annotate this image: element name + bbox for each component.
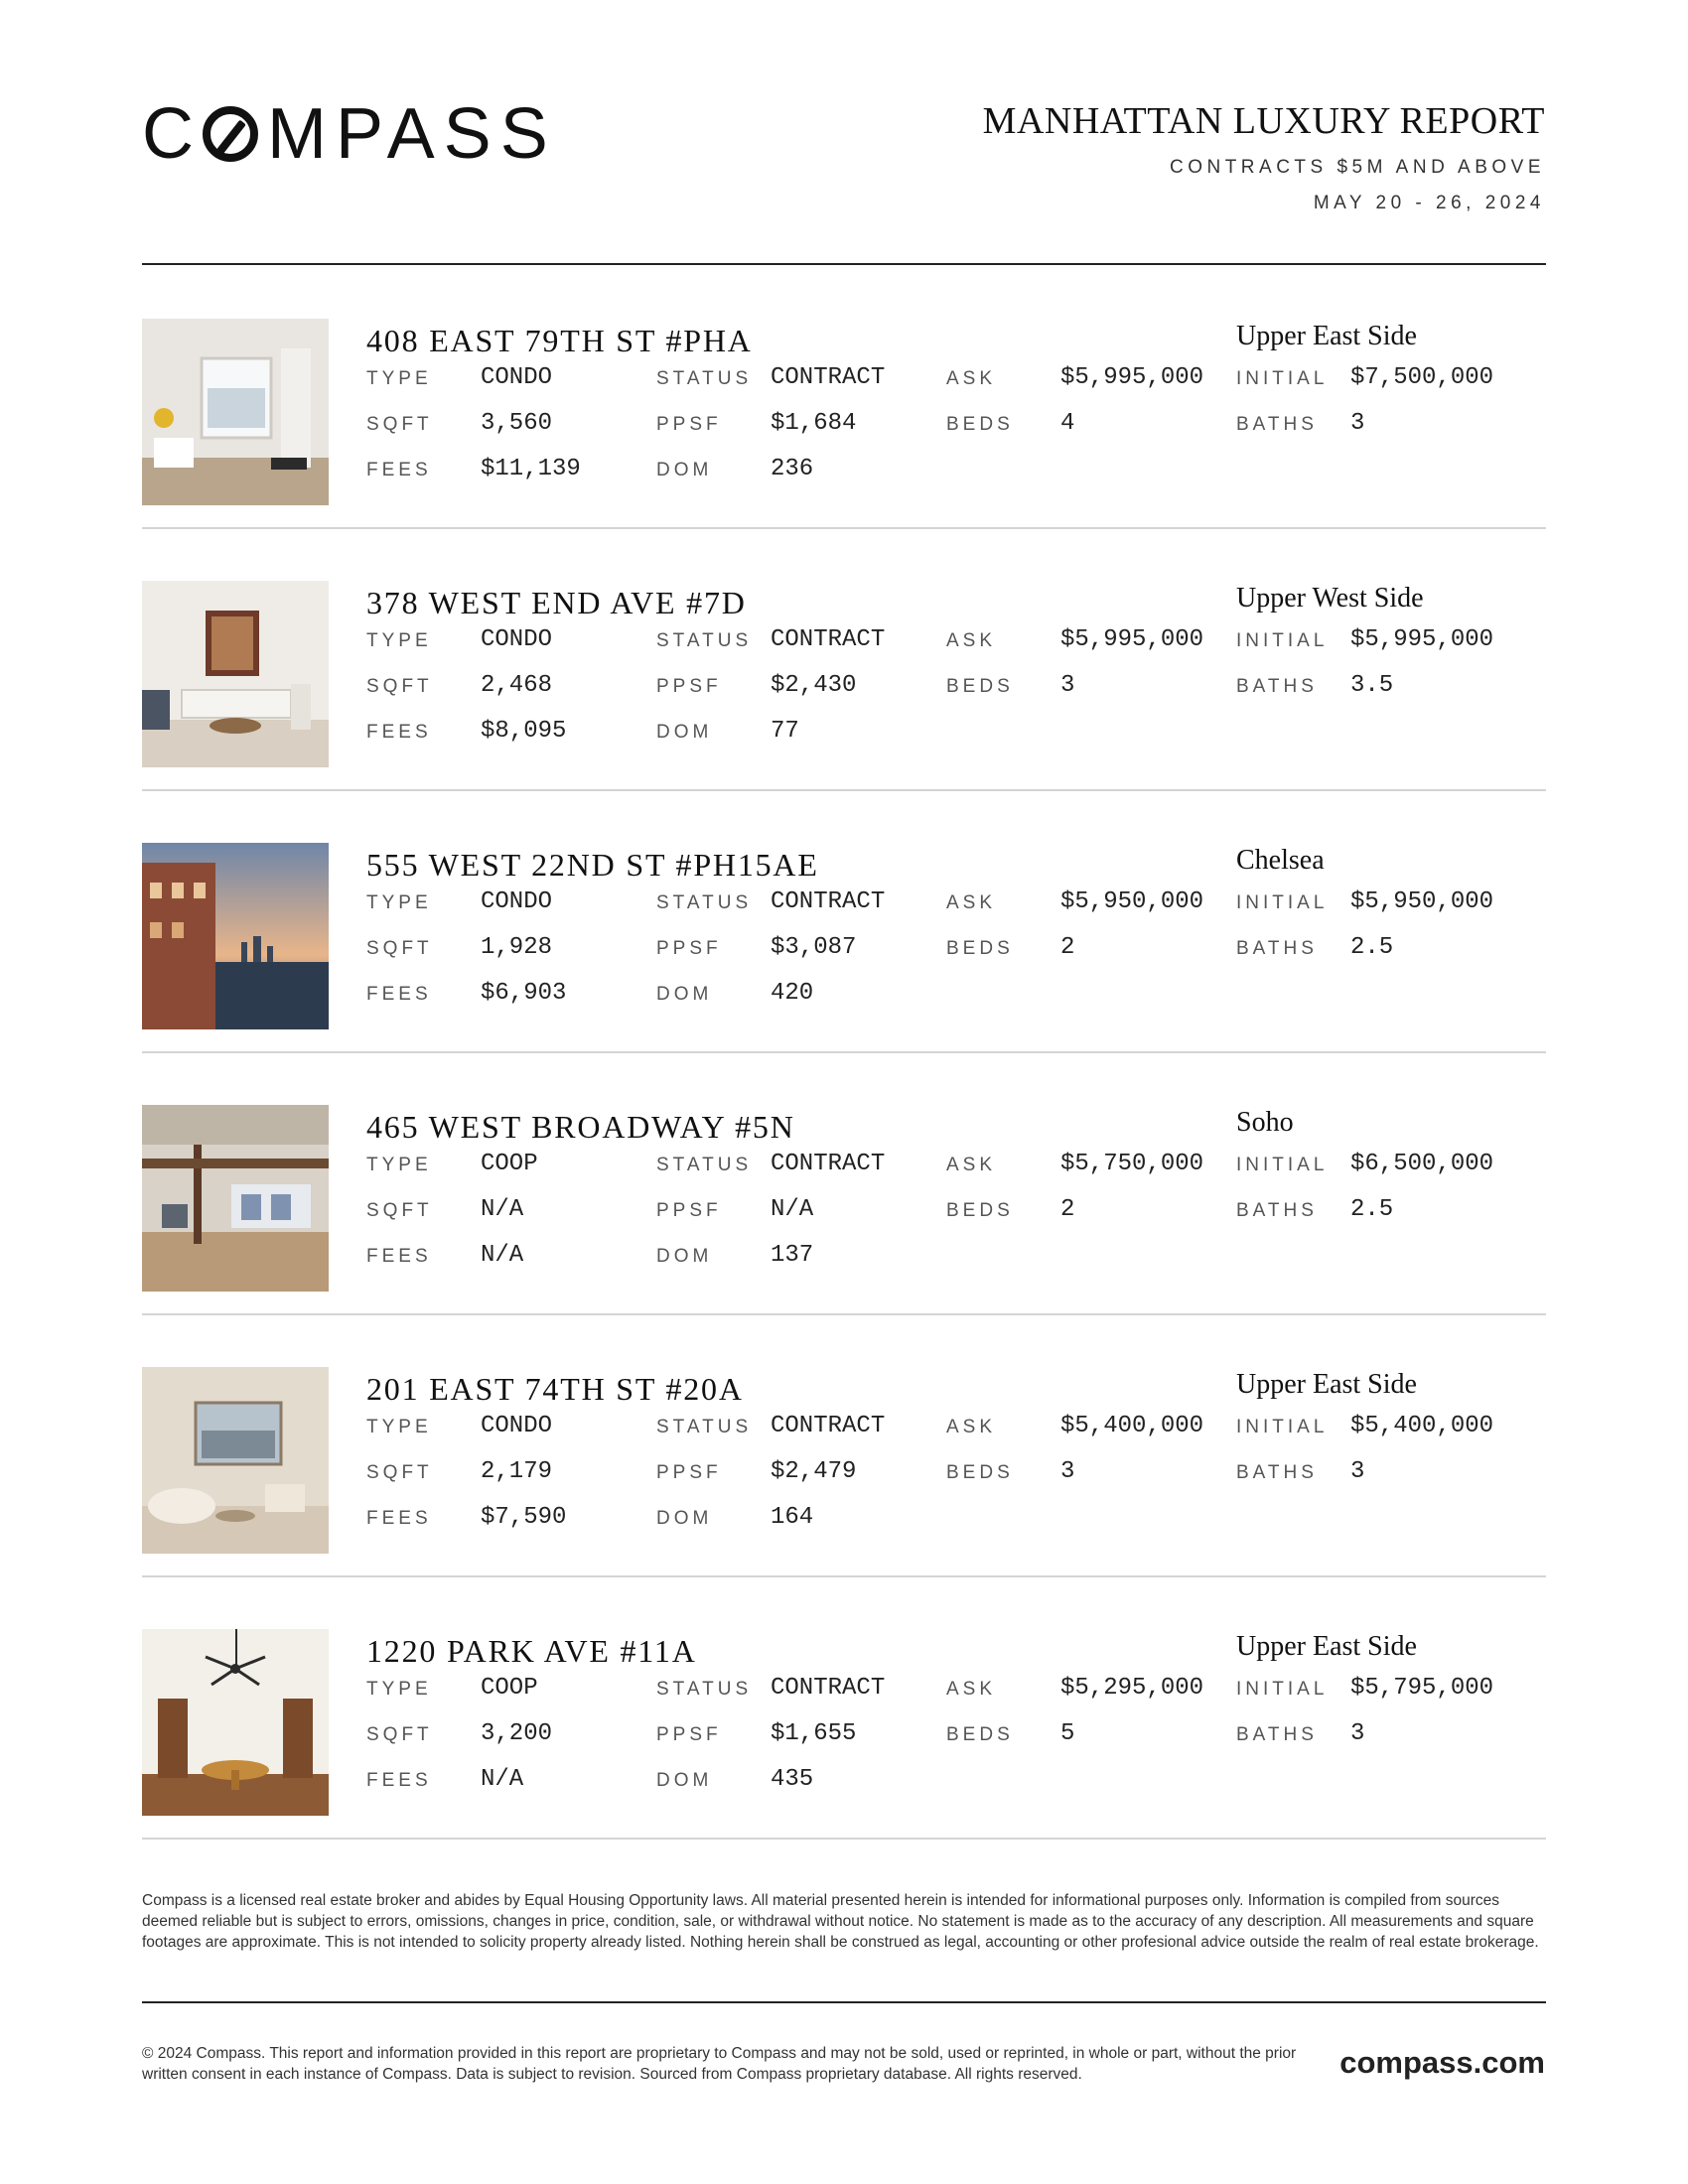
initial-label: INITIAL (1236, 1679, 1329, 1700)
header-divider (142, 263, 1546, 265)
ppsf-value: N/A (771, 1196, 814, 1223)
report-title: MANHATTAN LUXURY REPORT (982, 100, 1545, 142)
status-value: CONTRACT (771, 1675, 886, 1702)
fees-label: FEES (366, 1508, 432, 1529)
fees-label: FEES (366, 460, 432, 480)
listing-neighborhood: Upper East Side (1236, 321, 1417, 351)
dom-label: DOM (656, 1246, 713, 1267)
beds-label: BEDS (946, 676, 1014, 697)
dom-value: 77 (771, 718, 799, 745)
status-label: STATUS (656, 630, 753, 651)
ask-label: ASK (946, 630, 997, 651)
dom-value: 236 (771, 456, 814, 482)
baths-label: BATHS (1236, 938, 1318, 959)
ppsf-label: PPSF (656, 1200, 722, 1221)
baths-value: 3 (1350, 1720, 1365, 1747)
fees-label: FEES (366, 1770, 432, 1791)
ask-label: ASK (946, 1155, 997, 1175)
beds-value: 2 (1060, 934, 1075, 961)
listing-neighborhood: Soho (1236, 1107, 1294, 1138)
copyright-text: © 2024 Compass. This report and information provided in this report are proprietary to Compass and may not be sold, used or reprinted, in whole or part, without the prior written consent in each instance of Compass. Data is subject to revision. Sourced from Compass proprietary database. All rights reserved. (142, 2045, 1297, 2083)
ppsf-label: PPSF (656, 1724, 722, 1745)
ppsf-value: $2,430 (771, 672, 857, 699)
ppsf-value: $2,479 (771, 1458, 857, 1485)
beds-label: BEDS (946, 1462, 1014, 1483)
beds-value: 5 (1060, 1720, 1075, 1747)
beds-value: 3 (1060, 1458, 1075, 1485)
baths-value: 2.5 (1350, 1196, 1394, 1223)
dom-label: DOM (656, 460, 713, 480)
ppsf-label: PPSF (656, 1462, 722, 1483)
initial-value: $5,795,000 (1350, 1675, 1494, 1702)
beds-label: BEDS (946, 414, 1014, 435)
status-label: STATUS (656, 892, 753, 913)
initial-label: INITIAL (1236, 630, 1329, 651)
sqft-value: 2,179 (481, 1458, 553, 1485)
type-label: TYPE (366, 892, 432, 913)
beds-label: BEDS (946, 938, 1014, 959)
status-label: STATUS (656, 1417, 753, 1437)
ppsf-value: $3,087 (771, 934, 857, 961)
listing-row[interactable] (142, 791, 1546, 1053)
compass-logo (142, 94, 569, 174)
fees-value: $8,095 (481, 718, 567, 745)
baths-label: BATHS (1236, 414, 1318, 435)
baths-label: BATHS (1236, 1200, 1318, 1221)
baths-label: BATHS (1236, 1724, 1318, 1745)
type-label: TYPE (366, 368, 432, 389)
initial-label: INITIAL (1236, 368, 1329, 389)
ppsf-value: $1,655 (771, 1720, 857, 1747)
listing-row[interactable] (142, 1053, 1546, 1315)
type-value: CONDO (481, 888, 553, 915)
report-date-range: MAY 20 - 26, 2024 (1313, 193, 1545, 213)
type-value: COOP (481, 1151, 538, 1177)
initial-value: $7,500,000 (1350, 364, 1494, 391)
status-label: STATUS (656, 368, 753, 389)
beds-label: BEDS (946, 1200, 1014, 1221)
sqft-value: N/A (481, 1196, 524, 1223)
listing-photo[interactable] (142, 1367, 329, 1554)
baths-value: 2.5 (1350, 934, 1394, 961)
fees-value: $6,903 (481, 980, 567, 1007)
listing-row[interactable] (142, 1315, 1546, 1577)
beds-value: 3 (1060, 672, 1075, 699)
fees-value: N/A (481, 1766, 524, 1793)
ask-label: ASK (946, 892, 997, 913)
fees-value: N/A (481, 1242, 524, 1269)
fees-value: $7,590 (481, 1504, 567, 1531)
logo-letters-rest: MPASS (267, 94, 557, 174)
ppsf-value: $1,684 (771, 410, 857, 437)
baths-value: 3 (1350, 1458, 1365, 1485)
ask-value: $5,400,000 (1060, 1413, 1204, 1439)
initial-value: $5,950,000 (1350, 888, 1494, 915)
dom-label: DOM (656, 984, 713, 1005)
status-value: CONTRACT (771, 364, 886, 391)
initial-label: INITIAL (1236, 1155, 1329, 1175)
dom-label: DOM (656, 722, 713, 743)
initial-label: INITIAL (1236, 892, 1329, 913)
footer-divider (142, 2001, 1546, 2003)
listing-address[interactable]: 1220 PARK AVE #11A (366, 1633, 697, 1669)
ppsf-label: PPSF (656, 414, 722, 435)
initial-value: $6,500,000 (1350, 1151, 1494, 1177)
sqft-label: SQFT (366, 414, 433, 435)
ask-value: $5,995,000 (1060, 364, 1204, 391)
sqft-label: SQFT (366, 1200, 433, 1221)
compass-o-mark-icon (203, 106, 258, 162)
dom-value: 420 (771, 980, 814, 1007)
sqft-label: SQFT (366, 676, 433, 697)
sqft-value: 2,468 (481, 672, 553, 699)
beds-label: BEDS (946, 1724, 1014, 1745)
sqft-value: 3,200 (481, 1720, 553, 1747)
sqft-label: SQFT (366, 1462, 433, 1483)
listing-address[interactable]: 201 EAST 74TH ST #20A (366, 1371, 744, 1407)
ppsf-label: PPSF (656, 938, 722, 959)
listing-address[interactable]: 465 WEST BROADWAY #5N (366, 1109, 795, 1145)
ask-value: $5,750,000 (1060, 1151, 1204, 1177)
listing-address[interactable]: 555 WEST 22ND ST #PH15AE (366, 847, 819, 883)
status-label: STATUS (656, 1155, 753, 1175)
fees-label: FEES (366, 1246, 432, 1267)
baths-label: BATHS (1236, 1462, 1318, 1483)
baths-label: BATHS (1236, 676, 1318, 697)
type-label: TYPE (366, 1679, 432, 1700)
initial-label: INITIAL (1236, 1417, 1329, 1437)
listing-photo[interactable] (142, 1105, 329, 1292)
fees-value: $11,139 (481, 456, 581, 482)
dom-value: 435 (771, 1766, 814, 1793)
dom-label: DOM (656, 1770, 713, 1791)
listing-address[interactable]: 378 WEST END AVE #7D (366, 585, 747, 620)
fees-label: FEES (366, 722, 432, 743)
listing-row[interactable] (142, 267, 1546, 529)
listing-address[interactable]: 408 EAST 79TH ST #PHA (366, 323, 753, 358)
beds-value: 2 (1060, 1196, 1075, 1223)
sqft-label: SQFT (366, 938, 433, 959)
listing-row[interactable] (142, 529, 1546, 791)
listing-row[interactable] (142, 1577, 1546, 1840)
listing-divider (142, 1838, 1546, 1840)
ask-label: ASK (946, 1417, 997, 1437)
status-value: CONTRACT (771, 888, 886, 915)
type-value: CONDO (481, 1413, 553, 1439)
listing-photo[interactable] (142, 1629, 329, 1816)
initial-value: $5,995,000 (1350, 626, 1494, 653)
beds-value: 4 (1060, 410, 1075, 437)
logo-letter-c: C (142, 94, 203, 174)
ask-label: ASK (946, 368, 997, 389)
type-value: CONDO (481, 364, 553, 391)
status-value: CONTRACT (771, 626, 886, 653)
ask-value: $5,995,000 (1060, 626, 1204, 653)
initial-value: $5,400,000 (1350, 1413, 1494, 1439)
type-label: TYPE (366, 1417, 432, 1437)
disclaimer-text: Compass is a licensed real estate broker and abides by Equal Housing Opportunity laws. All material presented herein is intended for informational purposes only. Information is compiled from sources deemed reliable but is subject to errors, omissions, changes in price, condition, sale, or withdrawal without notice. No statement is made as to the accuracy of any description. All measurements and square footages are approximate. This is not intended to solicity property already listed. Nothing herein shall be construed as legal, accounting or other profesional advice outside the realm of real estate brokerage. (142, 1892, 1539, 1951)
listing-neighborhood: Upper East Side (1236, 1369, 1417, 1400)
listing-neighborhood: Upper West Side (1236, 583, 1424, 614)
type-label: TYPE (366, 1155, 432, 1175)
sqft-label: SQFT (366, 1724, 433, 1745)
dom-value: 137 (771, 1242, 814, 1269)
sqft-value: 3,560 (481, 410, 553, 437)
listing-photo[interactable] (142, 319, 329, 505)
ask-value: $5,295,000 (1060, 1675, 1204, 1702)
baths-value: 3 (1350, 410, 1365, 437)
ask-label: ASK (946, 1679, 997, 1700)
website-link[interactable]: compass.com (1339, 2045, 1545, 2080)
listing-photo[interactable] (142, 843, 329, 1029)
status-label: STATUS (656, 1679, 753, 1700)
type-value: COOP (481, 1675, 538, 1702)
baths-value: 3.5 (1350, 672, 1394, 699)
listing-neighborhood: Upper East Side (1236, 1631, 1417, 1662)
report-subtitle: CONTRACTS $5M AND ABOVE (1169, 157, 1545, 178)
ppsf-label: PPSF (656, 676, 722, 697)
status-value: CONTRACT (771, 1151, 886, 1177)
type-value: CONDO (481, 626, 553, 653)
ask-value: $5,950,000 (1060, 888, 1204, 915)
dom-value: 164 (771, 1504, 814, 1531)
fees-label: FEES (366, 984, 432, 1005)
listing-photo[interactable] (142, 581, 329, 767)
sqft-value: 1,928 (481, 934, 553, 961)
type-label: TYPE (366, 630, 432, 651)
listing-neighborhood: Chelsea (1236, 845, 1325, 876)
status-value: CONTRACT (771, 1413, 886, 1439)
dom-label: DOM (656, 1508, 713, 1529)
